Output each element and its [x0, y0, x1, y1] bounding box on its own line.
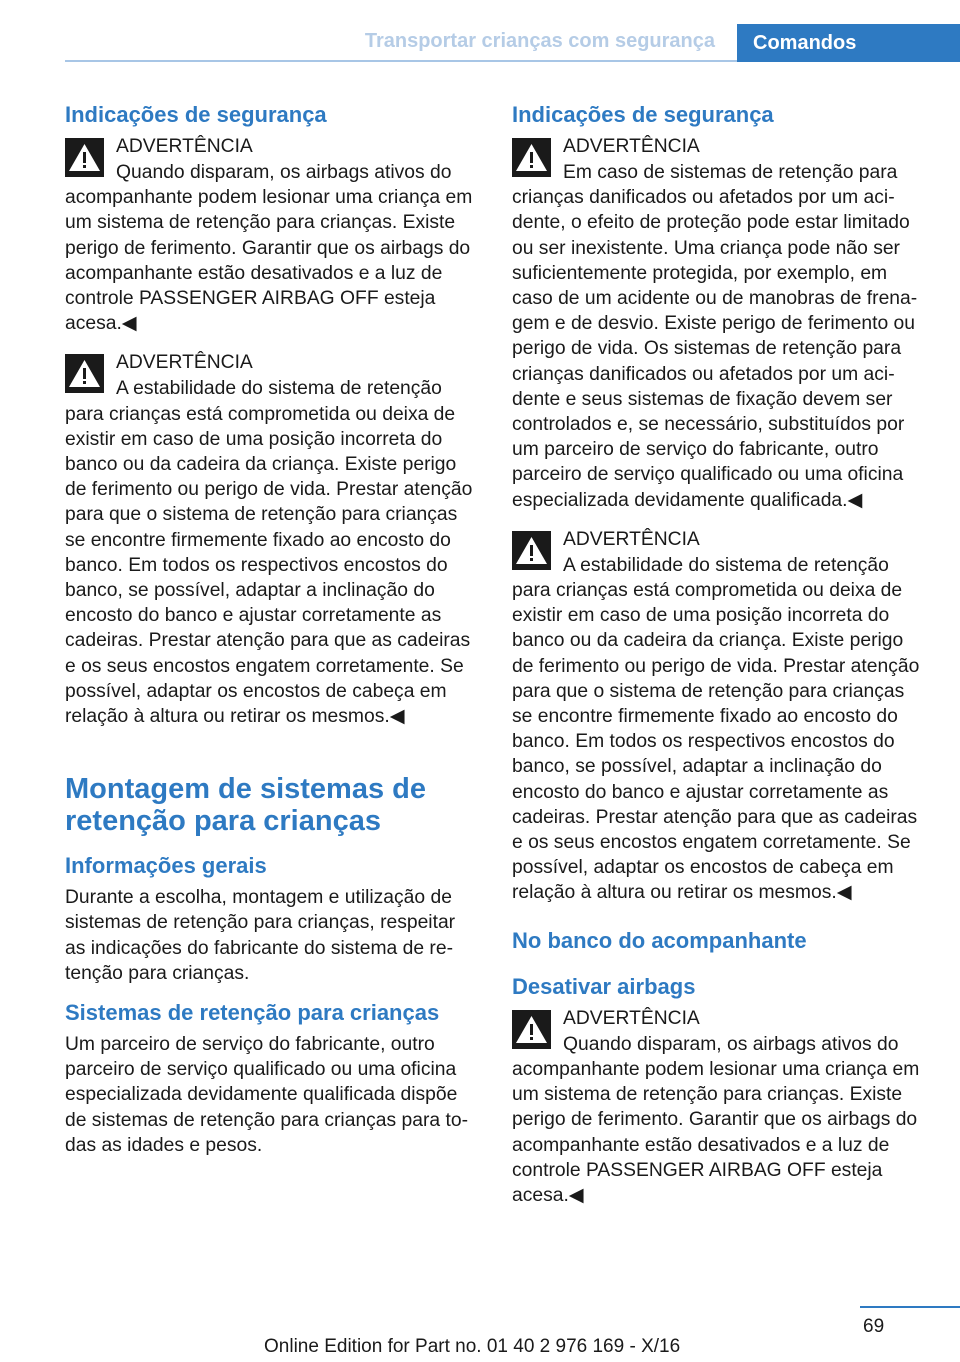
- warning-block: [512, 134, 927, 513]
- header-chapter-tab: [737, 24, 960, 62]
- warning-block: [65, 134, 480, 336]
- heading-mounting-child-restraints: Montagem de sistemas de retenção para crianças: [65, 773, 426, 838]
- warning-title: ADVERTÊNCIA: [563, 136, 700, 157]
- warning-text: A estabilidade do sistema de retenção para crianças está comprometida ou deixa de existir em caso de uma posição incorreta do banco ou da cadeira da criança. Existe perigo de ferimento ou perigo de vida. Prestar atenção para que o sistema de retenção para crianças se encontre firmemente fixado ao encosto do banco. Em todos os respectivos encostos do banco, se possível, adaptar a inclinação do encosto do banco e ajustar corretamente as cadeiras. Prestar atenção para que as cadeiras e os seus encostos engatem corretamente. Se possível, adaptar os encostos de cabeça em relação à altura ou retirar os mesmos.◀: [65, 378, 473, 728]
- warning-triangle-icon: [65, 354, 104, 393]
- warning-text: Quando disparam, os airbags ativos do acompanhante podem lesionar uma criança em um sistema de retenção para crianças. Existe perigo de ferimento. Garantir que os airbags do acompanhante estão desativados e a luz de controle PASSENGER AIRBAG OFF esteja acesa.◀: [512, 1033, 920, 1206]
- warning-triangle-icon: [65, 138, 104, 177]
- warning-block: [512, 1006, 927, 1208]
- general-information-text: Durante a escolha, montagem e utilização de sistemas de retenção para crianças, respeitar as indicações do fabricante do sistema de retenção para crianças.: [65, 887, 456, 984]
- warning-triangle-icon: [512, 138, 551, 177]
- heading-child-restraint-systems: Sistemas de retenção para crianças: [65, 1000, 440, 1026]
- warning-title: ADVERTÊNCIA: [116, 136, 253, 157]
- header-section-title: Transportar crianças com segurança: [364, 30, 715, 52]
- child-restraint-systems-text: Um parceiro de serviço do fabricante, outro parceiro de serviço qualificado ou uma oficina especializada devidamente qualificada dispõe de sistemas de retenção para crianças para todas as idades e pesos.: [65, 1034, 468, 1156]
- heading-safety-notes: Indicações de segurança: [512, 102, 774, 127]
- page-number: 69: [863, 1316, 885, 1337]
- warning-text: A estabilidade do sistema de retenção para crianças está comprometida ou deixa de existir em caso de uma posição incorreta do banco ou da cadeira da criança. Existe perigo de ferimento ou perigo de vida. Prestar atenção para que o sistema de retenção para crianças se encontre firmemente fixado ao encosto do banco. Em todos os respectivos encostos do banco, se possível, adaptar a inclinação do encosto do banco e ajustar corretamente as cadeiras. Prestar atenção para que as cadeiras e os seus encostos engatem corretamente. Se possível, adaptar os encostos de cabeça em relação à altura ou retirar os mesmos.◀: [512, 554, 920, 904]
- heading-general-information: Informações gerais: [65, 853, 267, 879]
- warning-title: ADVERTÊNCIA: [563, 528, 700, 550]
- warning-triangle-icon: [512, 531, 551, 570]
- right-column: [512, 100, 927, 1222]
- warning-title: ADVERTÊNCIA: [116, 352, 253, 374]
- warning-triangle-icon: [512, 1010, 551, 1049]
- warning-block: [512, 527, 927, 906]
- warning-text: Quando disparam, os airbags ativos do acompanhante podem lesionar uma criança em um sistema de retenção para crianças. Existe perigo de ferimento. Garantir que os airbags do acompanhante estão desativados e a luz de controle PASSENGER AIRBAG OFF esteja acesa.◀: [65, 162, 473, 335]
- warning-text: Em caso de sistemas de retenção para crianças danificados ou afetados por um acidente, o efeito de proteção pode estar limitado ou ser inexistente. Uma criança pode não ser suficientemente protegida, por exemplo, em caso de um acidente ou de manobras de frenagem e de desvio. Existe perigo de ferimento ou perigo de vida. Os sistemas de retenção para crianças danificados ou afetados por um acidente e seus sistemas de fixação devem ser controlados e, se necessário, substituídos por um parceiro de serviço do fabricante, outro parceiro de serviço qualificado ou uma oficina especializada devidamente qualificada.◀: [512, 162, 918, 511]
- heading-safety-notes: Indicações de segurança: [65, 102, 327, 127]
- header-chapter-label: Comandos: [753, 31, 857, 54]
- footer-rule: [860, 1306, 960, 1308]
- warning-title: ADVERTÊNCIA: [563, 1007, 700, 1029]
- heading-passenger-seat: No banco do acompanhante: [512, 927, 807, 953]
- heading-deactivate-airbags: Desativar airbags: [512, 973, 696, 999]
- footer-edition: Online Edition for Part no. 01 40 2 976 169 - X/16: [264, 1336, 681, 1357]
- warning-block: [65, 350, 480, 729]
- left-column: [65, 100, 480, 1158]
